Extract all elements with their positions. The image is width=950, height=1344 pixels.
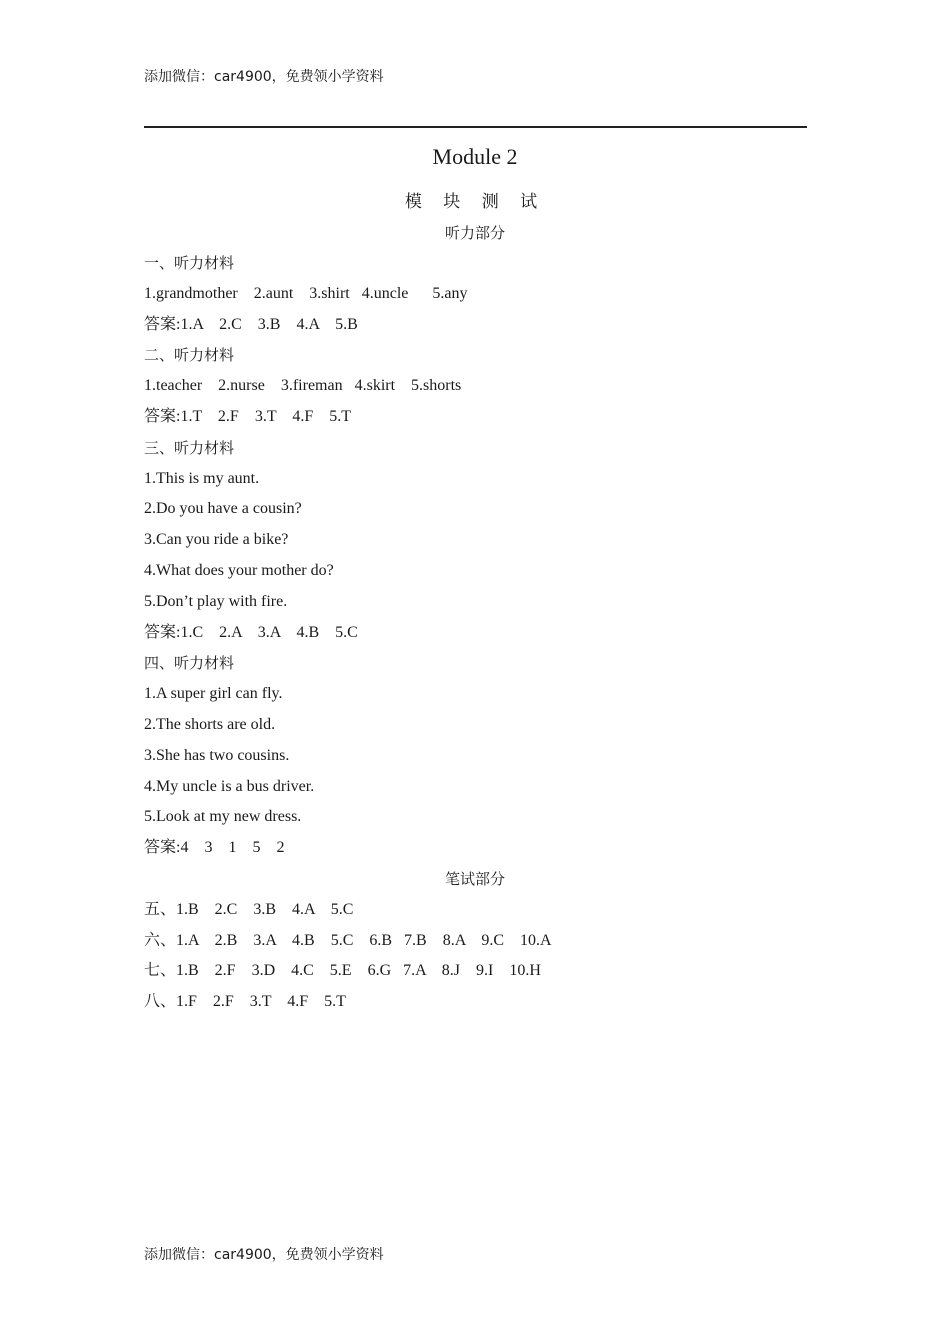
answer-line: 答案:1.C 2.A 3.A 4.B 5.C	[144, 623, 358, 641]
answer-line: 4.What does your mother do?	[144, 561, 334, 579]
section-heading: 四、听力材料	[144, 654, 235, 673]
page-subtitle: 模 块 测 试	[404, 192, 546, 212]
answer-line: 答案:4 3 1 5 2	[144, 839, 285, 857]
section-heading: 一、听力材料	[144, 254, 235, 272]
answer-line: 五、1.B 2.C 3.B 4.A 5.C	[144, 900, 354, 918]
answer-line: 七、1.B 2.F 3.D 4.C 5.E 6.G 7.A 8.J 9.I 10.H	[144, 962, 541, 980]
answer-line: 3.She has two cousins.	[144, 746, 290, 764]
answer-key-content	[144, 248, 804, 1018]
answer-line: 答案:1.A 2.C 3.B 4.A 5.B	[144, 315, 358, 333]
header-divider	[144, 126, 807, 128]
listening-section-heading: 听力部分	[444, 224, 505, 242]
answer-line: 4.My uncle is a bus driver.	[144, 777, 315, 795]
answer-line: 1.A super girl can fly.	[144, 685, 283, 703]
answer-line: 5.Look at my new dress.	[144, 808, 302, 826]
answer-line: 1.This is my aunt.	[144, 469, 260, 487]
answer-line: 六、1.A 2.B 3.A 4.B 5.C 6.B 7.B 8.A 9.C 10.A	[144, 931, 552, 949]
answer-line: 1.grandmother 2.aunt 3.shirt 4.uncle 5.any	[144, 284, 468, 302]
header-watermark-note: 添加微信：car4900，免费领小学资料	[144, 69, 384, 85]
written-section-heading: 笔试部分	[444, 869, 505, 888]
answer-line: 2.The shorts are old.	[144, 715, 276, 733]
answer-line: 八、1.F 2.F 3.T 4.F 5.T	[144, 993, 346, 1011]
section-heading: 二、听力材料	[144, 346, 235, 365]
answer-line: 3.Can you ride a bike?	[144, 531, 289, 549]
section-heading: 三、听力材料	[144, 438, 235, 457]
footer-watermark-note: 添加微信：car4900，免费领小学资料	[144, 1247, 384, 1263]
answer-line: 1.teacher 2.nurse 3.fireman 4.skirt 5.shorts	[144, 377, 462, 395]
page-title: Module 2	[432, 144, 518, 169]
answer-line: 答案:1.T 2.F 3.T 4.F 5.T	[144, 407, 351, 425]
answer-line: 5.Don’t play with fire.	[144, 592, 288, 610]
answer-line: 2.Do you have a cousin?	[144, 500, 302, 518]
